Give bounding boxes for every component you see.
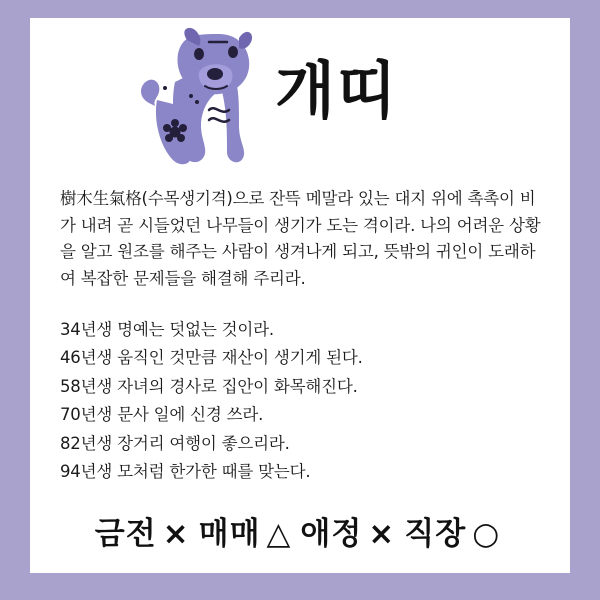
- fortune-paragraph: [60, 186, 545, 293]
- list-item: 94년생 모처럼 한가한 때를 맞는다.: [60, 461, 311, 481]
- year-fortune-list: [60, 316, 545, 486]
- summary-label-love: 애정: [300, 516, 363, 552]
- list-item: 34년생 명예는 덧없는 것이라.: [60, 320, 274, 339]
- summary-label-work: 직장: [404, 516, 467, 552]
- summary-label-trade: 매매: [198, 516, 261, 552]
- purple-dog-illustration: [135, 26, 275, 174]
- summary-label-money: 금전: [94, 516, 157, 552]
- card-header: [30, 18, 570, 173]
- fortune-card: [30, 18, 570, 573]
- list-item: 46년생 움직인 것만큼 재산이 생기게 된다.: [60, 348, 363, 368]
- summary-mark-trade: △: [266, 516, 292, 552]
- list-item: 82년생 장거리 여행이 좋으리라.: [60, 433, 290, 453]
- list-item: 70년생 문사 일에 신경 쓰라.: [60, 405, 264, 425]
- fortune-paragraph-text: 樹木生氣格(수목생기격)으로 잔뜩 메말라 있는 대지 위에 촉촉이 비가 내려 곧 시들었던 나무들이 생기가 도는 격이라. 나의 어려운 상황을 알고 원조를 해주는 사람이 생겨나게 되고, 뜻밖의 귀인이 도래하여 복잡한 문제들을 해결해 주리라.: [60, 189, 541, 289]
- summary-mark-love: ×: [368, 516, 396, 552]
- summary-mark-work: ○: [472, 516, 501, 552]
- summary-mark-money: ×: [162, 516, 190, 552]
- list-item: 58년생 자녀의 경사로 집안이 화목해진다.: [60, 376, 358, 396]
- fortune-summary-bar: [30, 508, 570, 553]
- page-title: 개띠: [275, 54, 399, 127]
